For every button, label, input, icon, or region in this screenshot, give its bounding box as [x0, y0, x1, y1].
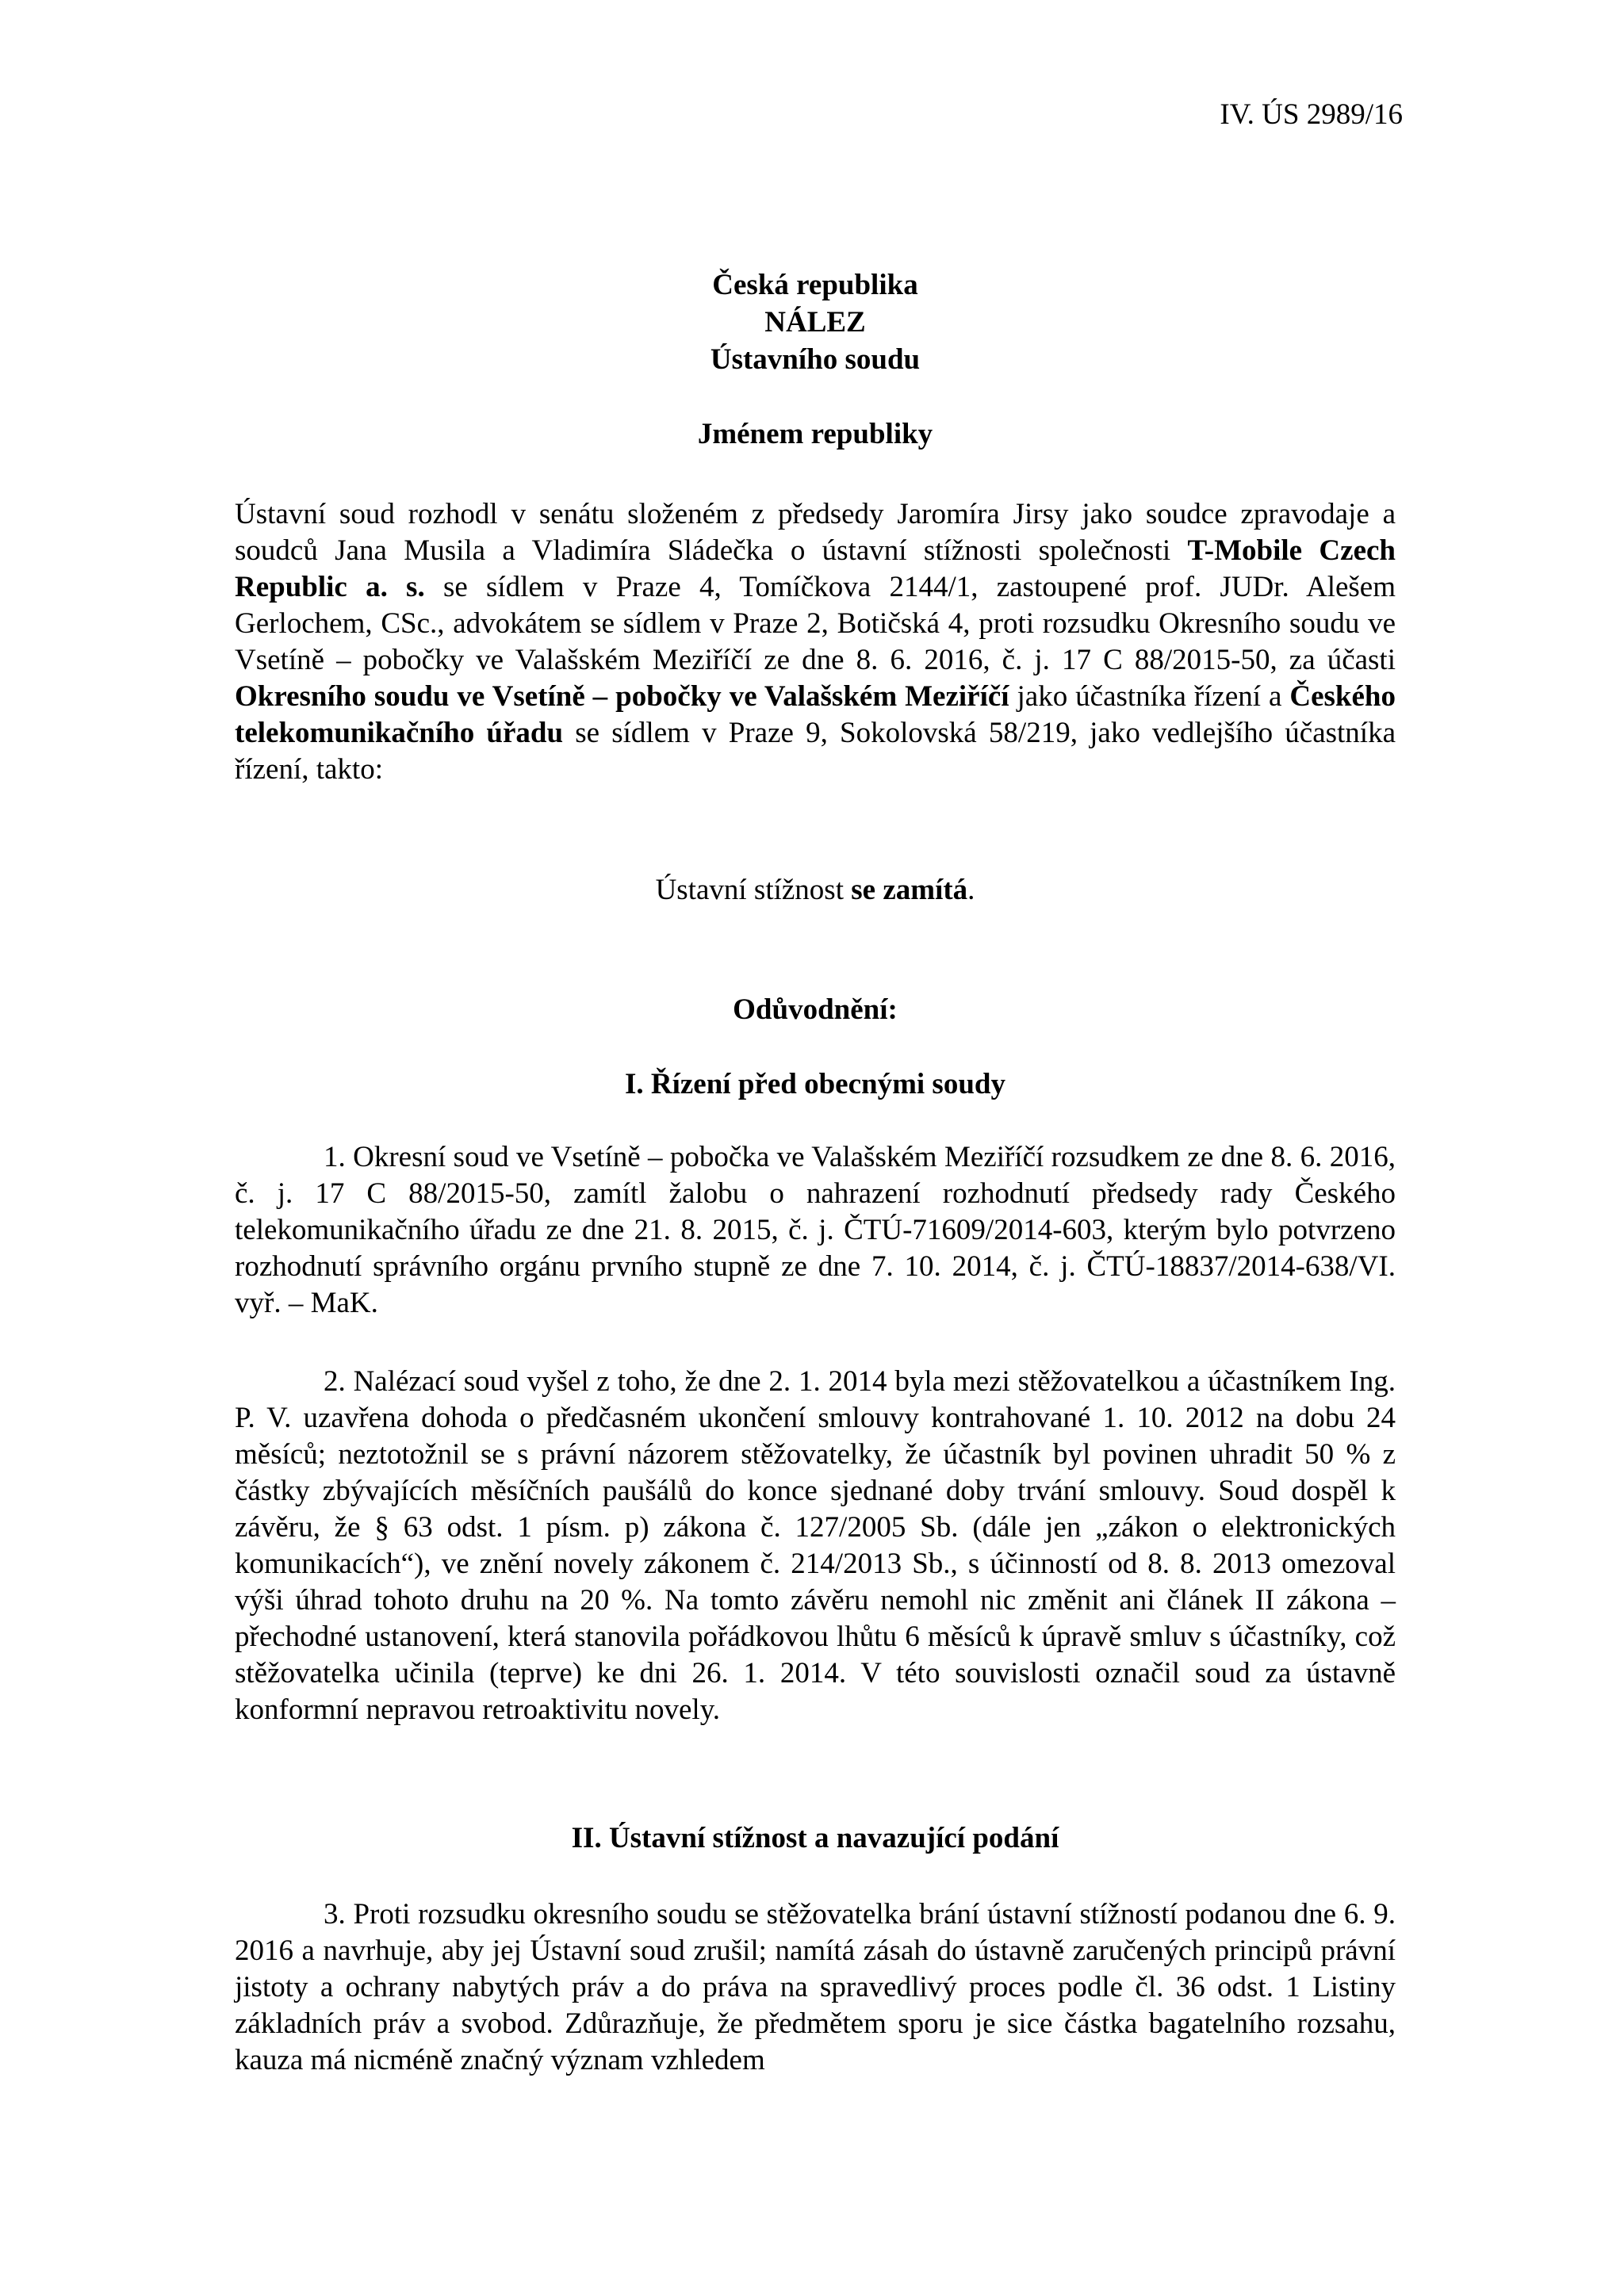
verdict-prefix: Ústavní stížnost [655, 874, 852, 906]
party-district-court: Okresního soudu ve Vsetíně – pobočky ve Valašském Meziříčí [235, 680, 1009, 713]
intro-text-2: se sídlem v Praze 4, Tomíčkova 2144/1, zastoupené prof. JUDr. Alešem Gerlochem, CSc., advokátem se sídlem v Praze 2, Botičská 4, proti rozsudku Okresního soudu ve Vsetíně – pobočky ve Valašském Meziříčí ze dne 8. 6. 2016, č. j. 17 C 88/2015-50, za účasti [235, 571, 1396, 676]
paragraph-2 [235, 1364, 1396, 1728]
section-1-heading: I. Řízení před obecnými soudy [624, 1068, 1005, 1100]
verdict-suffix: . [967, 874, 975, 906]
intro-text-4: se sídlem v Praze 9, Sokolovská 58/219, jako vedlejšího účastníka řízení, takto: [235, 717, 1396, 786]
company-name: T-Mobile Czech Republic a. s. [235, 534, 1396, 603]
paragraph-1 [235, 1139, 1396, 1322]
title-block [235, 266, 1396, 453]
intro-paragraph [235, 496, 1396, 788]
document-type: NÁLEZ [764, 306, 866, 339]
paragraph-1-text: 1. Okresní soud ve Vsetíně – pobočka ve Valašském Meziříčí rozsudkem ze dne 8. 6. 2016, č. j. 17 C 88/2015-50, zamítl žalobu o nahrazení rozhodnutí předsedy rady Českého telekomunikačního úřadu ze dne 21. 8. 2015, č. j. ČTÚ-71609/2014-603, kterým bylo potvrzeno rozhodnutí správního orgánu prvního stupně ze dne 7. 10. 2014, č. j. ČTÚ-18837/2014-638/VI. vyř. – MaK. [235, 1141, 1396, 1319]
paragraph-3-text: 3. Proti rozsudku okresního soudu se stěžovatelka brání ústavní stížností podanou dne 6. 9. 2016 a navrhuje, aby jej Ústavní soud zrušil; namítá zásah do ústavně zaručených principů právní jistoty a ochrany nabytých práv a do práva na spravedlivý proces podle čl. 36 odst. 1 Listiny základních práv a svobod. Zdůrazňuje, že předmětem sporu je sice částka bagatelního rozsahu, kauza má nicméně značný význam vzhledem [235, 1898, 1396, 2076]
reasoning-heading: Odůvodnění: [733, 993, 898, 1026]
party-telecom-office: Českého telekomunikačního úřadu [235, 680, 1396, 749]
intro-text-3: jako účastníka řízení a [1009, 680, 1290, 713]
verdict [235, 872, 1396, 909]
court-name: Ústavního soudu [710, 343, 921, 376]
intro-text-1: Ústavní soud rozhodl v senátu složeném z předsedy Jaromíra Jirsy jako soudce zpravodaje a soudců Jana Musila a Vladimíra Sládečka o ústavní stížnosti společnosti [235, 498, 1396, 567]
in-name-of-republic: Jménem republiky [697, 418, 933, 450]
paragraph-3 [235, 1896, 1396, 2079]
paragraph-2-text: 2. Nalézací soud vyšel z toho, že dne 2. 1. 2014 byla mezi stěžovatelkou a účastníkem Ing. P. V. uzavřena dohoda o předčasném ukončení smlouvy kontrahované 1. 10. 2012 na dobu 24 měsíců; neztotožnil se s právní názorem stěžovatelky, že účastník byl povinen uhradit 50 % z částky zbývajících měsíčních paušálů do konce sjednané doby trvání smlouvy. Soud dospěl k závěru, že § 63 odst. 1 písm. p) zákona č. 127/2005 Sb. (dále jen „zákon o elektronických komunikacích“), ve znění novely zákonem č. 214/2013 Sb., s účinností od 8. 8. 2013 omezoval výši úhrad tohoto druhu na 20 %. Na tomto závěru nemohl nic změnit ani článek II zákona – přechodné ustanovení, která stanovila pořádkovou lhůtu 6 měsíců k úpravě smluv s účastníky, což stěžovatelka učinila (teprve) ke dni 26. 1. 2014. V této souvislosti označil soud za ústavně konformní nepravou retroaktivitu novely. [235, 1365, 1396, 1726]
state-name: Česká republika [712, 269, 918, 301]
section-2-heading: II. Ústavní stížnost a navazující podání [571, 1822, 1059, 1854]
case-number: IV. ÚS 2989/16 [1220, 98, 1403, 131]
verdict-decision: se zamítá [851, 874, 968, 906]
